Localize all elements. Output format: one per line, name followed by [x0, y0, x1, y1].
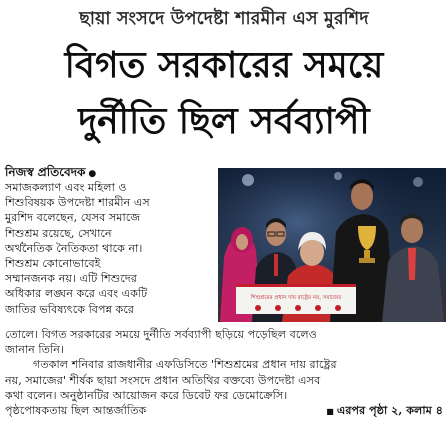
article-line: অধিকার লঙ্ঘন করে এবং একটি — [5, 287, 148, 301]
byline-bullet-icon: ● — [88, 169, 97, 179]
article-line: সম্মানজনক নয়। এটি শিশুদের — [5, 272, 137, 286]
news-photo-illustration — [218, 168, 446, 322]
article-line: পৃষ্ঠপোষকতায় ছিল আন্তর্জাতিক — [5, 403, 147, 417]
article-line: শিশুশ্রম কোনোভাবেই — [5, 256, 101, 270]
square-bullet-icon: ■ — [326, 405, 334, 416]
article-line: গতকাল শনিবার রাজধানীর এফডিসিতে 'শিশুশ্রমের প্রধান দায় রাষ্ট্রের — [33, 358, 337, 372]
article-last-line — [5, 403, 443, 418]
article-line: কথা বলেন। অনুষ্ঠানটির আয়োজন করে ডিবেট ফর ডেমোক্রেসি। — [5, 388, 288, 402]
article-line: অর্থনৈতিক নৈতিকতা থাকে না। — [5, 241, 143, 255]
article-line: শিশুবিষয়ক উপদেষ্টা শারমীন এস — [5, 196, 150, 210]
kicker: ছায়া সংসদে উপদেষ্টা শারমীন এস মুরশিদ — [79, 9, 369, 29]
article-line: সমাজকল্যাণ এবং মহিলা ও — [5, 181, 127, 194]
article-line: জানান তিনি। — [5, 343, 64, 357]
continuation-text: এরপর পৃষ্ঠা ২, কলাম ৪ — [336, 402, 443, 417]
article-line: তোলে। বিগত সরকারের সময়ে দুর্নীতি সর্বব্যাপী ছড়িয়ে পড়েছিল বলেও — [5, 328, 317, 341]
article-line: নয়, সমাজের' শীর্ষক ছায়া সংসদে প্রধান অতিথির বক্তব্যে উপদেষ্টা এসব — [5, 373, 321, 387]
article-line: মুরশিদ বলেছেন, যেসব সমাজে — [5, 211, 141, 225]
headline-line-1: বিগত সরকারের সময়ে — [64, 44, 384, 86]
headline-line-2: দুর্নীতি ছিল সর্বব্যাপী — [78, 100, 370, 142]
article-body-full — [5, 327, 443, 418]
news-photo — [218, 168, 446, 322]
article-column-left — [5, 180, 211, 317]
article-line: জাতির ভবিষ্যৎকে বিপন্ন করে — [5, 302, 135, 316]
photo-banner-text: শিশুশ্রমের প্রধান দায় রাষ্ট্রের নয়, সমাজের — [250, 295, 342, 301]
continuation-note — [326, 403, 443, 418]
byline-text: নিজস্ব প্রতিবেদক — [5, 165, 86, 179]
article-line: শিশুশ্রম রয়েছে, সেখানে — [5, 226, 112, 240]
